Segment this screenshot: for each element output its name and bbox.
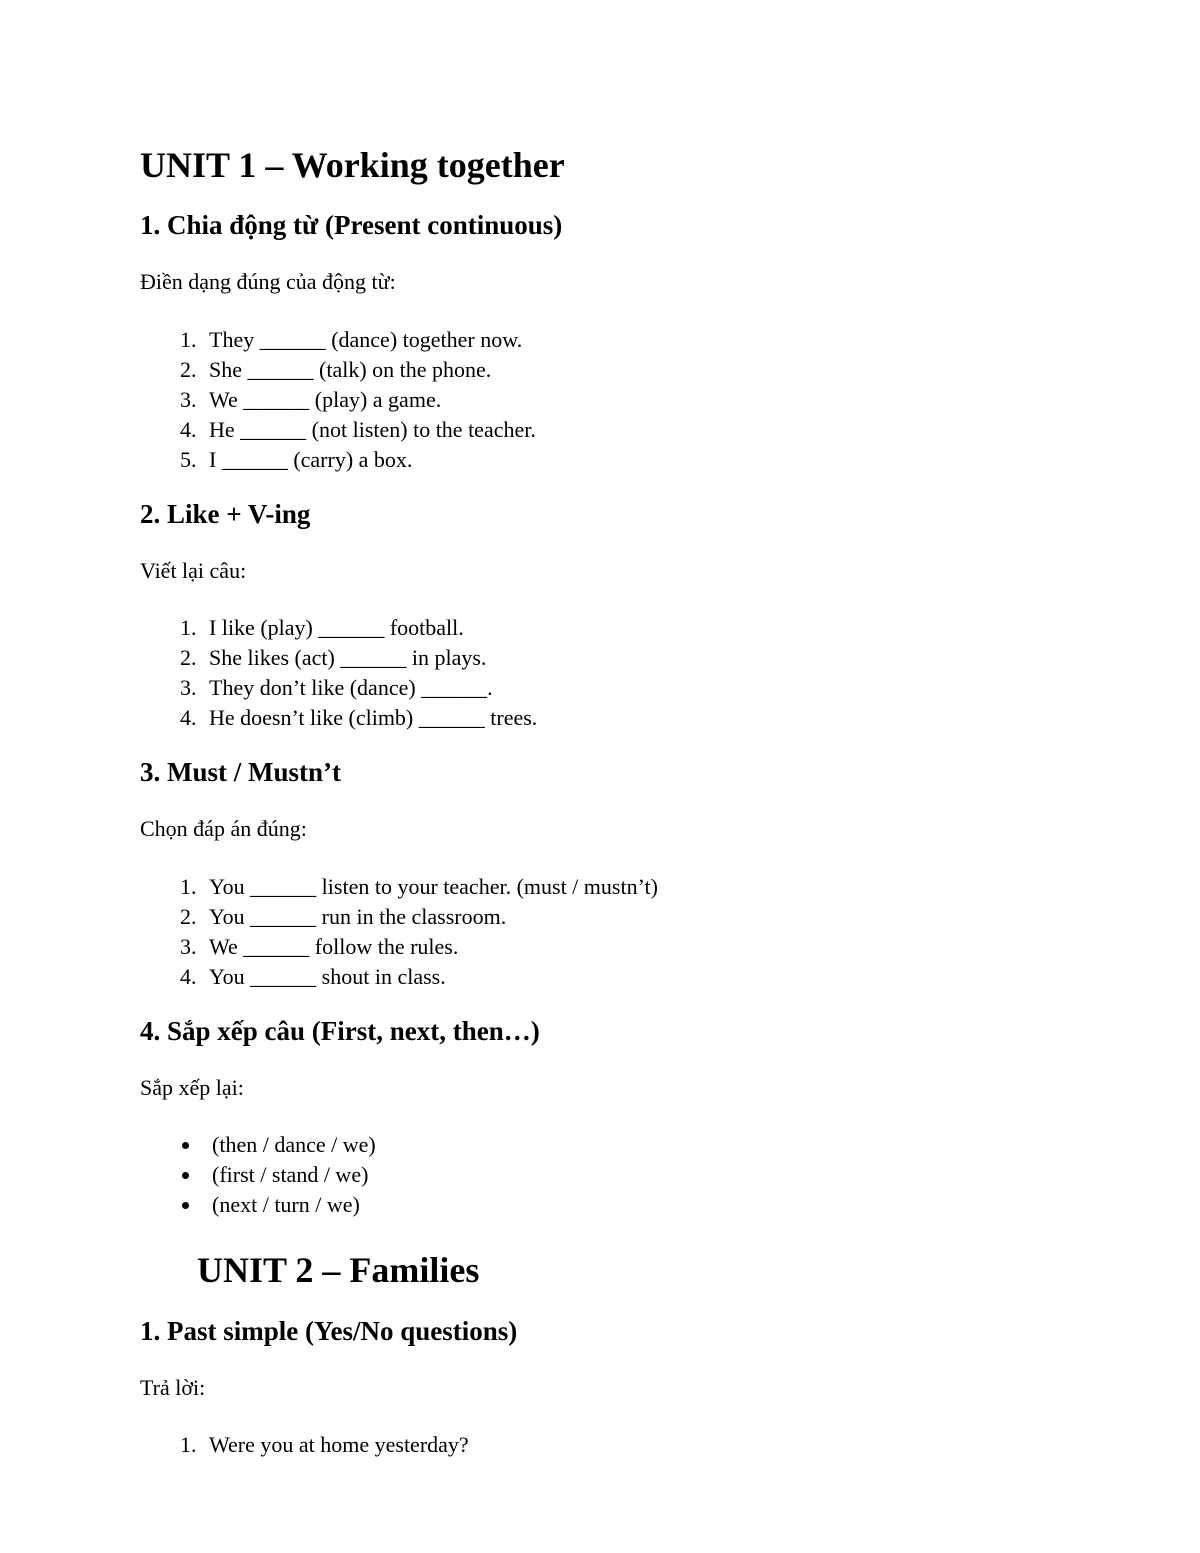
list-item: • (first / stand / we)	[202, 1160, 1110, 1190]
list-item: 1. I like (play) ______ football.	[202, 613, 1110, 643]
unit-1-section-2-instruction: Viết lại câu:	[140, 557, 247, 583]
list-item: 4. He ______ (not listen) to the teacher.	[202, 415, 1110, 445]
list-item: • (then / dance / we)	[202, 1130, 1110, 1160]
list-item: 5. I ______ (carry) a box.	[202, 445, 1110, 475]
unit-1-section-3-instruction: Chọn đáp án đúng:	[140, 816, 307, 842]
list-item: 4. He doesn’t like (climb) ______ trees.	[202, 703, 1110, 733]
unit-2-section-1-list	[140, 1430, 1110, 1460]
unit-1-section-1-heading: 1. Chia động từ (Present continuous)	[140, 210, 563, 241]
unit-1-section-3-list	[140, 872, 1110, 992]
unit-1-title: UNIT 1 – Working together	[140, 145, 565, 185]
unit-2-section-1-heading: 1. Past simple (Yes/No questions)	[140, 1315, 518, 1346]
list-item: 2. You ______ run in the classroom.	[202, 902, 1110, 932]
list-item: 3. We ______ follow the rules.	[202, 932, 1110, 962]
unit-1-section-2-heading: 2. Like + V-ing	[140, 498, 311, 529]
unit-1-section-4-instruction: Sắp xếp lại:	[140, 1074, 244, 1100]
list-item: 3. They don’t like (dance) ______.	[202, 673, 1110, 703]
unit-1-section-2-list	[140, 613, 1110, 733]
unit-1-section-1-instruction: Điền dạng đúng của động từ:	[140, 269, 396, 295]
list-item: 2. She likes (act) ______ in plays.	[202, 643, 1110, 673]
unit-2-title: UNIT 2 – Families	[197, 1250, 480, 1291]
list-item: • (next / turn / we)	[202, 1190, 1110, 1220]
unit-1-section-1-list	[140, 325, 1110, 475]
list-item: 4. You ______ shout in class.	[202, 962, 1110, 992]
list-item: 1. You ______ listen to your teacher. (must / mustn’t)	[202, 872, 1110, 902]
unit-2-section-1-instruction: Trả lời:	[140, 1374, 206, 1400]
unit-1-section-4-heading: 4. Sắp xếp câu (First, next, then…)	[140, 1015, 540, 1046]
list-item: 1. Were you at home yesterday?	[202, 1430, 1110, 1460]
list-item: 3. We ______ (play) a game.	[202, 385, 1110, 415]
list-item: 1. They ______ (dance) together now.	[202, 325, 1110, 355]
unit-1-section-3-heading: 3. Must / Mustn’t	[140, 757, 341, 788]
list-item: 2. She ______ (talk) on the phone.	[202, 355, 1110, 385]
unit-1-section-4-list	[140, 1130, 1110, 1220]
